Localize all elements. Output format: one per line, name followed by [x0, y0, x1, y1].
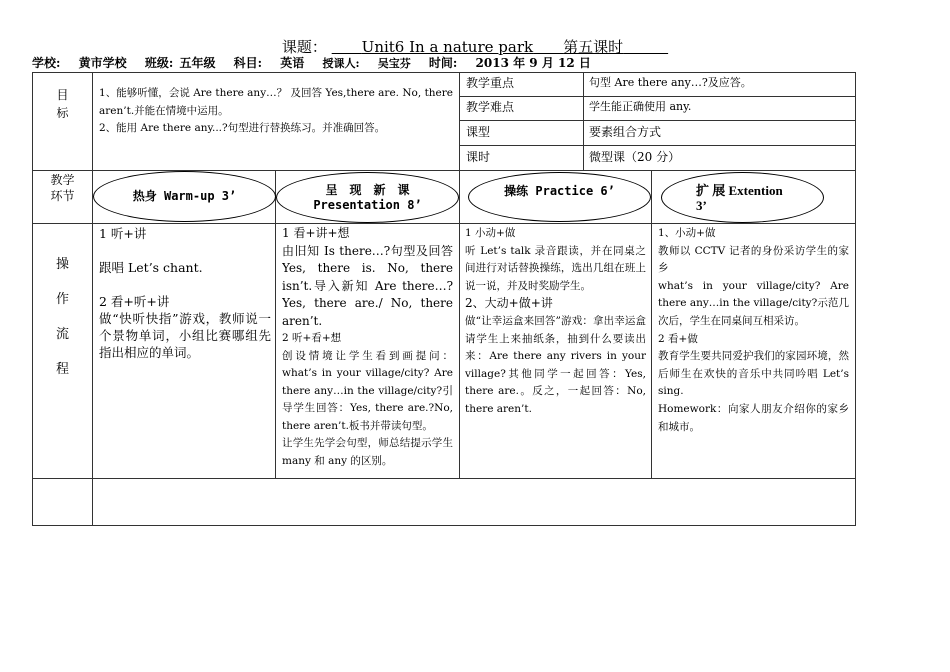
warmup-step-2: 跟唱 Let’s chant.: [99, 260, 203, 275]
difficulty-value: 学生能正确使用 any.: [589, 100, 692, 113]
practice-step-4: 做“让幸运盒来回答”游戏：拿出幸运盒请学生上来抽纸条，抽到什么要读出来：Are there any rivers in your village?其他同学一起回答：Yes, there are.。反之，一起回答：No, there aren’t.: [465, 314, 646, 415]
date-value: 2013 年 9 月 12 日: [475, 56, 591, 70]
objectives-text: [99, 85, 453, 138]
course-title: Unit6 In a nature park 第五课时: [361, 38, 624, 56]
extension-step-1: 1、小动+做: [658, 227, 716, 239]
warmup-step-1: 1 听+讲: [99, 226, 147, 241]
subject-value: 英语: [280, 56, 305, 70]
school-value: 黄市学校: [78, 56, 127, 70]
objective-2: 2、能用 Are there any...?句型进行替换练习。并准确回答。: [99, 122, 386, 134]
practice-step-3: 2、大动+做+讲: [465, 296, 553, 311]
presentation-stage: [276, 172, 459, 223]
key-point-label: 教学重点: [466, 76, 515, 90]
extension-step-6: Homework：向家人朋友介绍你的家乡和城市。: [658, 402, 849, 433]
extension-steps: [658, 225, 849, 436]
practice-step-2: 听 Let’s talk 录音跟读，并在同桌之间进行对话替换操练，选出几组在班上说一说，并及时奖励学生。: [465, 244, 646, 292]
presentation-steps: [282, 225, 453, 470]
presentation-step-1: 1 看+讲+想: [282, 226, 350, 240]
practice-steps: [465, 225, 646, 419]
presentation-subtitle: Presentation 8’: [313, 197, 422, 212]
key-point-value: 句型 Are there any…?及应答。: [589, 76, 752, 89]
presentation-step-4: 创设情境让学生看到画提问：what’s in your village/city? Are there any…in the village/city?引导学生回答：Yes, there are.?No, there aren’t.板书并带读句型。: [282, 349, 453, 432]
presentation-title: 呈 现 新 课: [325, 182, 410, 197]
extension-step-4: 2 看+做: [658, 332, 698, 345]
subject-label: 科目:: [233, 56, 263, 70]
lesson-type-label: 课型: [466, 125, 491, 139]
extension-subtitle: 3’: [696, 197, 707, 213]
meta-line: [32, 54, 605, 71]
extension-stage: [661, 172, 824, 223]
class-label: 班级:: [144, 56, 174, 70]
warmup-stage: [93, 171, 276, 222]
practice-stage: [468, 172, 651, 222]
lesson-type-value: 要素组合方式: [589, 125, 662, 139]
duration-label: 课时: [466, 150, 491, 164]
warmup-text: 热身 Warm-up 3’: [132, 189, 237, 203]
lesson-number: 第五课时: [563, 38, 624, 56]
course-label: 课题：: [281, 38, 327, 56]
presentation-step-5: 让学生先学会句型，师总结提示学生 many 和 any 的区别。: [282, 437, 453, 467]
extension-step-2: 教师以 CCTV 记者的身份采访学生的家乡: [658, 244, 849, 275]
duration-value: 微型课（20 分）: [589, 150, 681, 164]
teacher-label: 授课人:: [322, 57, 360, 70]
warmup-steps: [99, 225, 271, 361]
warmup-step-4: 做“快听快指”游戏，教师说一个景物单词，小组比赛哪组先指出相应的单词。: [99, 311, 271, 360]
objective-1: 1、能够听懂，会说 Are there any…？ 及回答 Yes,there are. No, there aren’t.并能在情境中运用。: [99, 87, 453, 117]
objectives-label: 目 标: [56, 88, 69, 120]
presentation-step-2: 由旧知 Is there…?句型及回答 Yes, there is. No, there isn’t.导入新知 Are there…?Yes, there are./ No, there aren’t.: [282, 243, 453, 328]
extension-title: 扩 展 Extention: [696, 182, 783, 198]
difficulty-label: 教学难点: [466, 100, 515, 114]
time-label: 时间:: [428, 56, 458, 70]
extension-step-5: 教育学生要共同爱护我们的家园环境，然后师生在欢快的音乐中共同吟唱 Let’s sing.: [658, 350, 849, 398]
stages-label: 教学 环节: [50, 173, 75, 203]
practice-text: 操练 Practice 6’: [504, 184, 615, 198]
warmup-step-3: 2 看+听+讲: [99, 294, 170, 309]
presentation-step-3: 2 听+看+想: [282, 332, 342, 344]
process-label: 操 作 流 程: [55, 257, 69, 377]
practice-step-1: 1 小动+做: [465, 227, 516, 239]
school-label: 学校:: [32, 56, 61, 70]
teacher-value: 吴宝芬: [377, 57, 411, 70]
class-value: 五年级: [179, 56, 216, 70]
extension-step-3: what’s in your village/city? Are there any…in the village/city?示范几次后，学生在同桌间互相采访。: [658, 279, 849, 327]
